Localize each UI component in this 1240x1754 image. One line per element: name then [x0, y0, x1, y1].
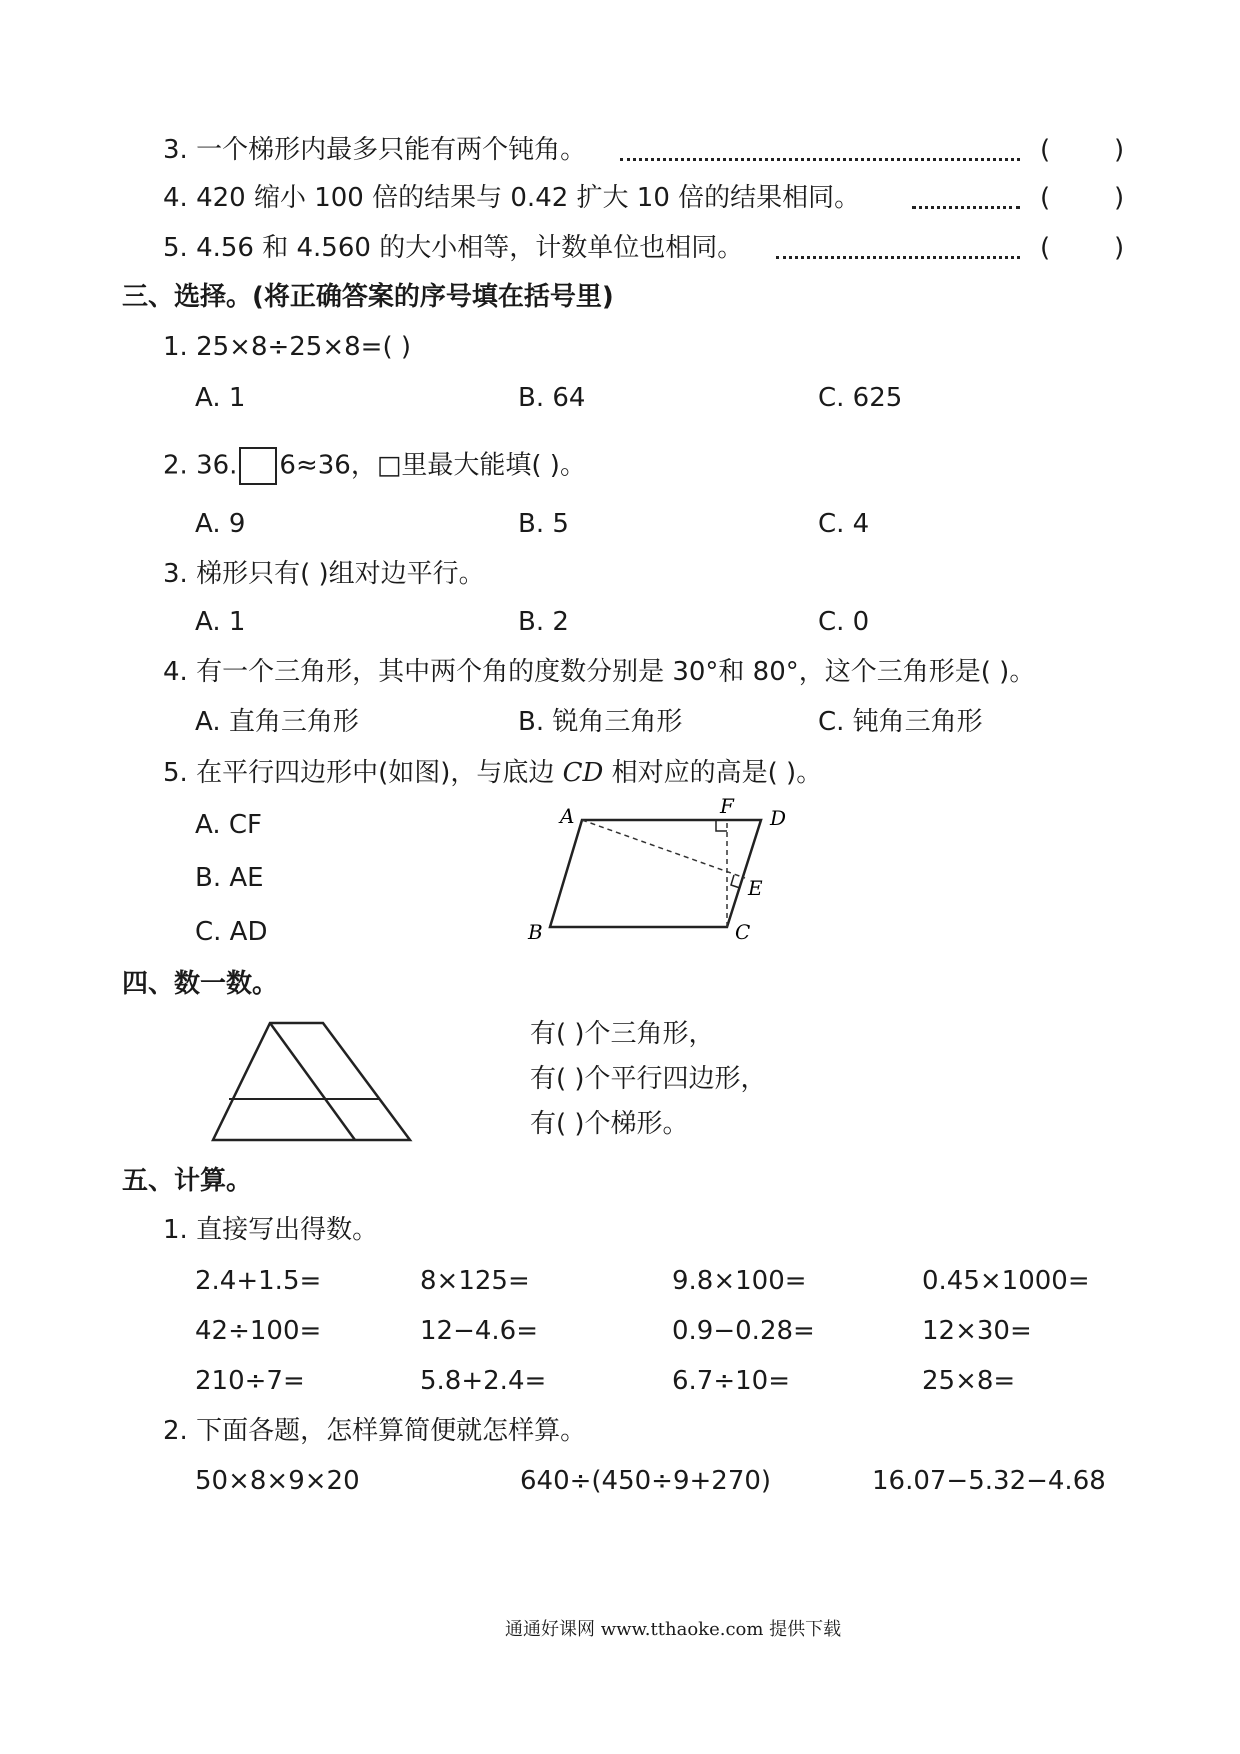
count-parallelograms: 有( )个平行四边形，	[530, 1064, 767, 1094]
calc-sub2: 2. 下面各题，怎样算简便就怎样算。	[163, 1416, 587, 1446]
choice-q4-option-c: C. 钝角三角形	[818, 707, 983, 737]
choice-q1-option-b: B. 64	[518, 383, 586, 413]
calc-sub1: 1. 直接写出得数。	[163, 1215, 379, 1245]
judge-q5: 5. 4.56 和 4.560 的大小相等，计数单位也相同。	[163, 233, 744, 263]
choice-q5-stem-post: 相对应的高是( )。	[611, 758, 823, 788]
choice-q4-option-b: B. 锐角三角形	[518, 707, 683, 737]
answer-paren-open: (	[1040, 183, 1051, 213]
choice-q5-option-a: A. CF	[195, 810, 262, 840]
answer-paren-open: (	[1040, 233, 1051, 263]
answer-paren-close: )	[1114, 233, 1125, 263]
choice-q3-option-b: B. 2	[518, 607, 569, 637]
simplify-item: 50×8×9×20	[195, 1466, 360, 1496]
choice-q5-variable: CD	[562, 758, 604, 788]
answer-paren-close: )	[1114, 183, 1125, 213]
vertex-label-f: F	[720, 795, 734, 818]
mental-calc-item: 12−4.6=	[420, 1316, 539, 1346]
mental-calc-item: 6.7÷10=	[672, 1366, 791, 1396]
choice-q3-stem: 3. 梯形只有( )组对边平行。	[163, 559, 485, 589]
choice-q2-option-b: B. 5	[518, 509, 569, 539]
choice-q4-stem: 4. 有一个三角形，其中两个角的度数分别是 30°和 80°，这个三角形是( )。	[163, 657, 1036, 687]
count-trapezoids: 有( )个梯形。	[530, 1109, 689, 1139]
choice-q5-option-b: B. AE	[195, 863, 264, 893]
mental-calc-item: 210÷7=	[195, 1366, 305, 1396]
section-heading-calc: 五、计算。	[122, 1166, 253, 1196]
mental-calc-item: 42÷100=	[195, 1316, 322, 1346]
mental-calc-item: 25×8=	[922, 1366, 1016, 1396]
choice-q3-option-a: A. 1	[195, 607, 246, 637]
simplify-item: 640÷(450÷9+270)	[520, 1466, 772, 1496]
choice-q3-option-c: C. 0	[818, 607, 870, 637]
simplify-item: 16.07−5.32−4.68	[872, 1466, 1106, 1496]
vertex-label-a: A	[560, 804, 575, 828]
mental-calc-item: 2.4+1.5=	[195, 1266, 322, 1296]
vertex-label-d: D	[770, 806, 787, 830]
footer-source: 通通好课网 www.tthaoke.com 提供下载	[505, 1619, 842, 1640]
choice-q2-stem-post: 6≈36，□里最大能填( )。	[279, 450, 586, 481]
answer-paren-close: )	[1114, 135, 1125, 165]
mental-calc-item: 5.8+2.4=	[420, 1366, 547, 1396]
choice-q5-stem	[163, 757, 822, 789]
section-heading-count: 四、数一数。	[122, 969, 279, 999]
parallelogram-figure	[520, 795, 820, 955]
judge-q3: 3. 一个梯形内最多只能有两个钝角。	[163, 135, 587, 165]
choice-q2-stem	[163, 447, 586, 485]
mental-calc-item: 9.8×100=	[672, 1266, 807, 1296]
vertex-label-e: E	[748, 876, 763, 900]
choice-q1-stem: 1. 25×8÷25×8=( )	[163, 332, 412, 362]
blank-box	[239, 447, 277, 485]
trapezoid-figure	[205, 1008, 435, 1148]
choice-q5-stem-pre: 5. 在平行四边形中(如图)，与底边	[163, 758, 555, 788]
choice-q1-option-a: A. 1	[195, 383, 246, 413]
choice-q4-option-a: A. 直角三角形	[195, 707, 359, 737]
choice-q2-stem-pre: 2. 36.	[163, 450, 238, 481]
mental-calc-item: 0.9−0.28=	[672, 1316, 815, 1346]
dot-leader	[912, 206, 1020, 209]
dot-leader	[776, 256, 1020, 259]
vertex-label-b: B	[528, 920, 543, 944]
choice-q5-option-c: C. AD	[195, 917, 268, 947]
dot-leader	[620, 158, 1020, 161]
answer-paren-open: (	[1040, 135, 1051, 165]
judge-q4: 4. 420 缩小 100 倍的结果与 0.42 扩大 10 倍的结果相同。	[163, 183, 861, 213]
mental-calc-item: 8×125=	[420, 1266, 530, 1296]
section-heading-choice: 三、选择。(将正确答案的序号填在括号里)	[122, 282, 614, 312]
choice-q2-option-a: A. 9	[195, 509, 246, 539]
choice-q1-option-c: C. 625	[818, 383, 903, 413]
count-triangles: 有( )个三角形，	[530, 1019, 715, 1049]
vertex-label-c: C	[735, 920, 751, 944]
choice-q2-option-c: C. 4	[818, 509, 870, 539]
mental-calc-item: 12×30=	[922, 1316, 1032, 1346]
mental-calc-item: 0.45×1000=	[922, 1266, 1090, 1296]
